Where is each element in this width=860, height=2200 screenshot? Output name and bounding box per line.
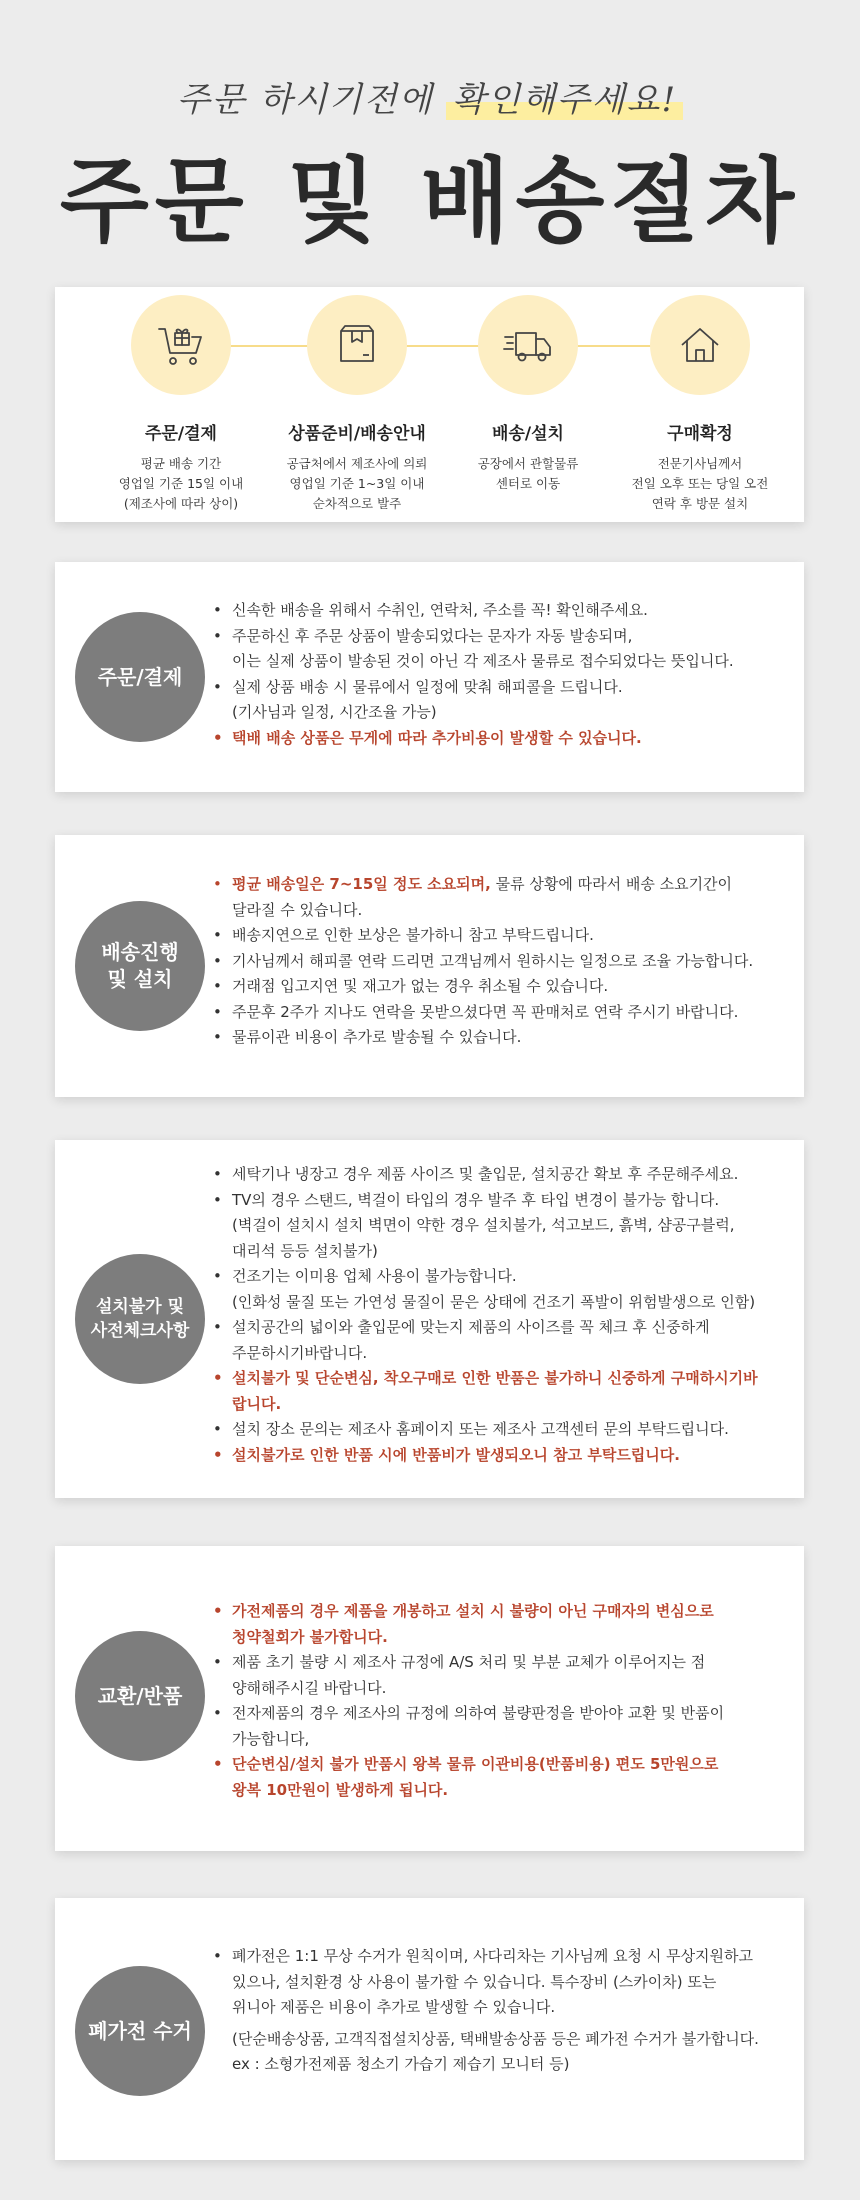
page-header <box>0 0 860 270</box>
process-step-desc <box>605 454 795 514</box>
house-icon <box>674 319 726 371</box>
section-list <box>213 1944 794 2078</box>
list-item: • 전자제품의 경우 제조사의 규정에 의하여 불량판정을 받아야 교환 및 반품이 가능합니다, <box>213 1704 725 1748</box>
desc-line: 영업일 기준 15일 이내 <box>118 476 244 491</box>
desc-line: 센터로 이동 <box>495 476 561 491</box>
page-title: 주문 및 배송절차 <box>59 148 801 255</box>
process-step-prepare <box>262 295 452 514</box>
list-item: • 제품 초기 불량 시 제조사 규정에 A/S 처리 및 부분 교체가 이루어지는 점 양해해주시길 바랍니다. <box>213 1653 706 1697</box>
section-badge <box>75 1254 205 1384</box>
section-badge: 교환/반품 <box>75 1631 205 1761</box>
section-badge: 폐가전 수거 <box>75 1966 205 2096</box>
process-step-title: 구매확정 <box>667 424 733 444</box>
desc-line: 공장에서 관할물류 <box>477 456 579 471</box>
list-item: • 물류이관 비용이 추가로 발송될 수 있습니다. <box>213 1028 522 1046</box>
desc-line: 평균 배송 기간 <box>140 456 222 471</box>
process-step-circle <box>307 295 407 395</box>
badge-line: 및 설치 <box>107 967 173 991</box>
list-item: • 택배 배송 상품은 무게에 따라 추가비용이 발생할 수 있습니다. <box>213 728 642 747</box>
list-item: • 폐가전은 1:1 무상 수거가 원칙이며, 사다리차는 기사님께 요청 시 무상지원하고 있으나, 설치환경 상 사용이 불가할 수 있습니다. 특수장비 (스카이차) 또는 위니아 제품은 비용이 추가로 발생할 수 있습니다. <box>213 1947 754 2016</box>
list-item: (단순배송상품, 고객직접설치상품, 택배발송상품 등은 폐가전 수거가 불가합니다. ex : 소형가전제품 청소기 가습기 제습기 모니터 등) <box>232 2029 759 2073</box>
desc-line: 전문기사님께서 <box>657 456 743 471</box>
list-item: • 거래점 입고지연 및 재고가 없는 경우 취소될 수 있습니다. <box>213 977 609 995</box>
desc-line: 전일 오후 또는 당일 오전 <box>631 476 769 491</box>
process-step-circle <box>650 295 750 395</box>
process-step-desc <box>433 454 623 494</box>
section-badge <box>75 901 205 1031</box>
process-step-circle <box>131 295 231 395</box>
desc-line: (제조사에 따라 상이) <box>123 496 239 511</box>
section-delivery-install <box>55 835 804 1097</box>
badge-line: 사전체크사항 <box>90 1321 190 1341</box>
section-install-check <box>55 1140 804 1498</box>
list-item: • 실제 상품 배송 시 물류에서 일정에 맞춰 해피콜을 드립니다. (기사님과 일정, 시간조율 가능) <box>213 677 623 721</box>
section-list <box>213 1599 794 1803</box>
list-item: • 신속한 배송을 위해서 수취인, 연락처, 주소를 꼭! 확인해주세요. <box>213 601 648 619</box>
subtitle-part-2: 확인해주세요! <box>446 80 683 120</box>
list-item: • TV의 경우 스탠드, 벽걸이 타입의 경우 발주 후 타입 변경이 불가능 합니다. (벽걸이 설치시 설치 벽면이 약한 경우 설치불가, 석고보드, 흙벽, 샴공구블럭, 대리석 등등 설치불가) <box>213 1190 735 1260</box>
list-item: • 건조기는 이미용 업체 사용이 불가능합니다. (인화성 물질 또는 가연성 물질이 묻은 상태에 건조기 폭발이 위험발생으로 인함) <box>213 1267 756 1311</box>
process-step-desc <box>86 454 276 514</box>
section-exchange-return <box>55 1546 804 1851</box>
truck-icon <box>502 319 554 371</box>
list-item: • 단순변심/설치 불가 반품시 왕복 물류 이관비용(반품비용) 편도 5만원으로 왕복 10만원이 발생하게 됩니다. <box>213 1755 719 1799</box>
process-step-order <box>86 295 276 514</box>
list-item: • 주문하신 후 주문 상품이 발송되었다는 문자가 자동 발송되며, 이는 실제 상품이 발송된 것이 아닌 각 제조사 물류로 접수되었다는 뜻입니다. <box>213 626 734 670</box>
badge-line: 배송진행 <box>101 940 179 964</box>
section-order-payment <box>55 562 804 792</box>
process-step-title: 상품준비/배송안내 <box>288 424 426 444</box>
subtitle-part-1: 주문 하시기전에 <box>176 80 434 120</box>
desc-line: 연락 후 방문 설치 <box>651 496 749 511</box>
box-icon <box>331 319 383 371</box>
gift-cart-icon <box>155 319 207 371</box>
section-list <box>213 872 794 1051</box>
section-badge: 주문/결제 <box>75 612 205 742</box>
badge-line: 설치불가 및 <box>95 1297 184 1317</box>
desc-line: 순차적으로 발주 <box>312 496 402 511</box>
page-subtitle <box>0 72 860 121</box>
list-item: • 가전제품의 경우 제품을 개봉하고 설치 시 불량이 아닌 구매자의 변심으로 청약철회가 불가합니다. <box>213 1602 714 1646</box>
list-item: • 기사님께서 해피콜 연락 드리면 고객님께서 원하시는 일정으로 조율 가능합니다. <box>213 951 754 970</box>
list-item: • 설치불가로 인한 반품 시에 반품비가 발생되오니 참고 부탁드립니다. <box>213 1445 680 1464</box>
process-step-shipping <box>433 295 623 494</box>
section-list <box>213 1162 794 1468</box>
process-step-confirm <box>605 295 795 514</box>
process-step-desc <box>262 454 452 514</box>
process-step-title: 주문/결제 <box>145 424 217 444</box>
list-item: • 설치 장소 문의는 제조사 홈페이지 또는 제조사 고객센터 문의 부탁드립니다. <box>213 1420 729 1438</box>
section-disposal-pickup <box>55 1898 804 2160</box>
desc-line: 영업일 기준 1~3일 이내 <box>289 476 425 491</box>
desc-line: 공급처에서 제조사에 의뢰 <box>286 456 428 471</box>
process-card <box>55 287 804 522</box>
list-item: • 평균 배송일은 7~15일 정도 소요되며, 물류 상황에 따라서 배송 소요기간이 달라질 수 있습니다. <box>213 875 733 919</box>
section-list <box>213 598 794 751</box>
list-item: • 주문후 2주가 지나도 연락을 못받으셨다면 꼭 판매처로 연락 주시기 바랍니다. <box>213 1002 739 1021</box>
list-item: • 배송지연으로 인한 보상은 불가하니 참고 부탁드립니다. <box>213 926 594 944</box>
process-step-title: 배송/설치 <box>492 424 564 444</box>
list-item: • 세탁기나 냉장고 경우 제품 사이즈 및 출입문, 설치공간 확보 후 주문해주세요. <box>213 1165 739 1183</box>
process-step-circle <box>478 295 578 395</box>
list-item: • 설치불가 및 단순변심, 착오구매로 인한 반품은 불가하니 신중하게 구매하시기바 랍니다. <box>213 1369 758 1413</box>
list-item: • 설치공간의 넓이와 출입문에 맞는지 제품의 사이즈를 꼭 체크 후 신중하게 주문하시기바랍니다. <box>213 1318 710 1362</box>
